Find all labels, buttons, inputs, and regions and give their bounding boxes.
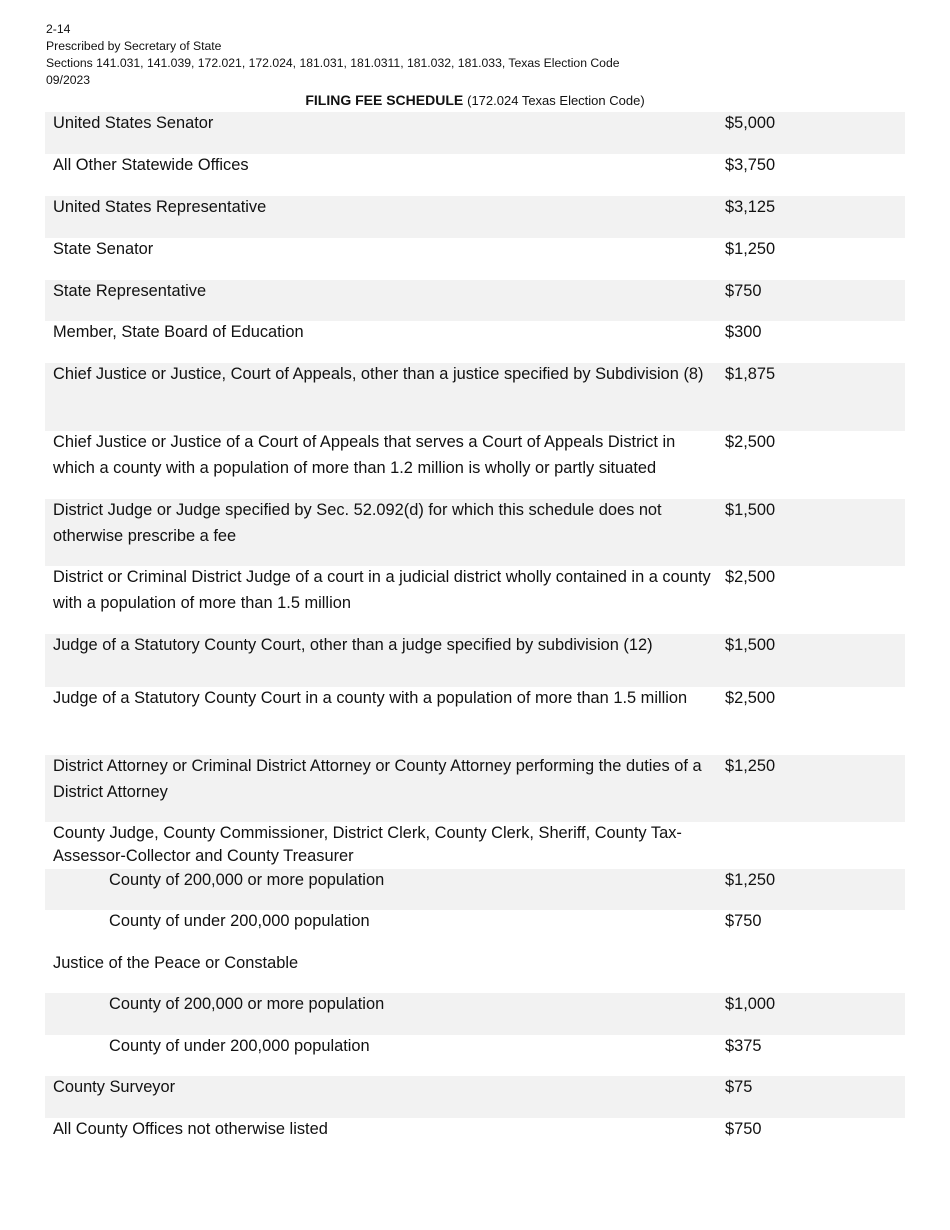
fee-amount: $2,500 — [725, 433, 776, 451]
fee-amount: $750 — [725, 1120, 762, 1138]
fee-amount: $2,500 — [725, 568, 776, 586]
office-label: United States Representative — [53, 198, 267, 216]
table-row — [45, 499, 905, 566]
table-row — [45, 280, 905, 321]
table-row — [45, 321, 905, 363]
table-row — [45, 196, 905, 238]
office-label: All Other Statewide Offices — [53, 156, 249, 174]
office-label: Chief Justice or Justice, Court of Appeals, other than a justice specified by Subdivision (8) — [53, 365, 704, 383]
table-row — [45, 238, 905, 280]
table-row — [45, 634, 905, 687]
form-number: 2-14 — [46, 22, 71, 36]
fee-amount: $2,500 — [725, 689, 776, 707]
fee-amount: $1,875 — [725, 365, 776, 383]
fee-amount: $750 — [725, 912, 762, 930]
form-header — [46, 21, 620, 89]
office-sublabel: County of 200,000 or more population — [109, 995, 385, 1013]
office-label: Judge of a Statutory County Court, other than a judge specified by subdivision (12) — [53, 636, 653, 654]
office-label: State Representative — [53, 282, 207, 300]
fee-amount: $300 — [725, 323, 762, 341]
fee-amount: $750 — [725, 282, 762, 300]
table-row — [45, 869, 905, 910]
office-label: Member, State Board of Education — [53, 323, 304, 341]
table-row — [45, 112, 905, 154]
fee-amount: $1,500 — [725, 501, 776, 519]
office-label: State Senator — [53, 240, 154, 258]
fee-amount: $1,500 — [725, 636, 776, 654]
fee-amount: $1,250 — [725, 871, 776, 889]
office-label: Judge of a Statutory County Court in a county with a population of more than 1.5 million — [53, 689, 688, 707]
table-row — [45, 1118, 905, 1160]
table-row — [45, 363, 905, 431]
office-sublabel: County of under 200,000 population — [109, 1037, 370, 1055]
table-row — [45, 431, 905, 499]
fee-amount: $1,000 — [725, 995, 776, 1013]
statute-sections: Sections 141.031, 141.039, 172.021, 172.024, 181.031, 181.0311, 181.032, 181.033, Texas Election Code — [46, 56, 620, 70]
table-row — [45, 822, 905, 869]
office-label: Chief Justice or Justice of a Court of Appeals that serves a Court of Appeals District in which a county with a population of more than 1.2 million is wholly or partly situated — [53, 433, 676, 477]
office-label: District Attorney or Criminal District Attorney or County Attorney performing the duties of a District Attorney — [53, 757, 702, 801]
prescribed-by: Prescribed by Secretary of State — [46, 39, 222, 53]
fee-amount: $5,000 — [725, 114, 776, 132]
fee-amount: $1,250 — [725, 240, 776, 258]
table-row — [45, 566, 905, 634]
table-row — [45, 154, 905, 196]
title-citation: (172.024 Texas Election Code) — [467, 93, 645, 108]
table-row — [45, 952, 905, 993]
fee-schedule-table — [45, 112, 905, 1160]
fee-amount: $375 — [725, 1037, 762, 1055]
table-row — [45, 1076, 905, 1118]
office-label: District or Criminal District Judge of a court in a judicial district wholly contained in a county with a population of more than 1.5 million — [53, 568, 711, 612]
office-sublabel: County of under 200,000 population — [109, 912, 370, 930]
table-row — [45, 687, 905, 755]
revision-date: 09/2023 — [46, 73, 91, 87]
fee-amount: $3,125 — [725, 198, 776, 216]
table-row — [45, 1035, 905, 1076]
office-label: County Surveyor — [53, 1078, 176, 1096]
page-title — [0, 91, 950, 110]
office-sublabel: County of 200,000 or more population — [109, 871, 385, 889]
office-label: All County Offices not otherwise listed — [53, 1120, 328, 1138]
office-label: United States Senator — [53, 114, 214, 132]
fee-amount: $1,250 — [725, 757, 776, 775]
table-row — [45, 910, 905, 952]
fee-amount: $75 — [725, 1078, 753, 1096]
office-group-label: County Judge, County Commissioner, District Clerk, County Clerk, Sheriff, County Tax-Assessor-Collector and County Treasurer — [53, 824, 682, 865]
office-group-label: Justice of the Peace or Constable — [53, 954, 299, 972]
office-label: District Judge or Judge specified by Sec. 52.092(d) for which this schedule does not otherwise prescribe a fee — [53, 501, 662, 545]
table-row — [45, 755, 905, 822]
title-main: FILING FEE SCHEDULE — [305, 92, 464, 108]
table-row — [45, 993, 905, 1035]
fee-amount: $3,750 — [725, 156, 776, 174]
